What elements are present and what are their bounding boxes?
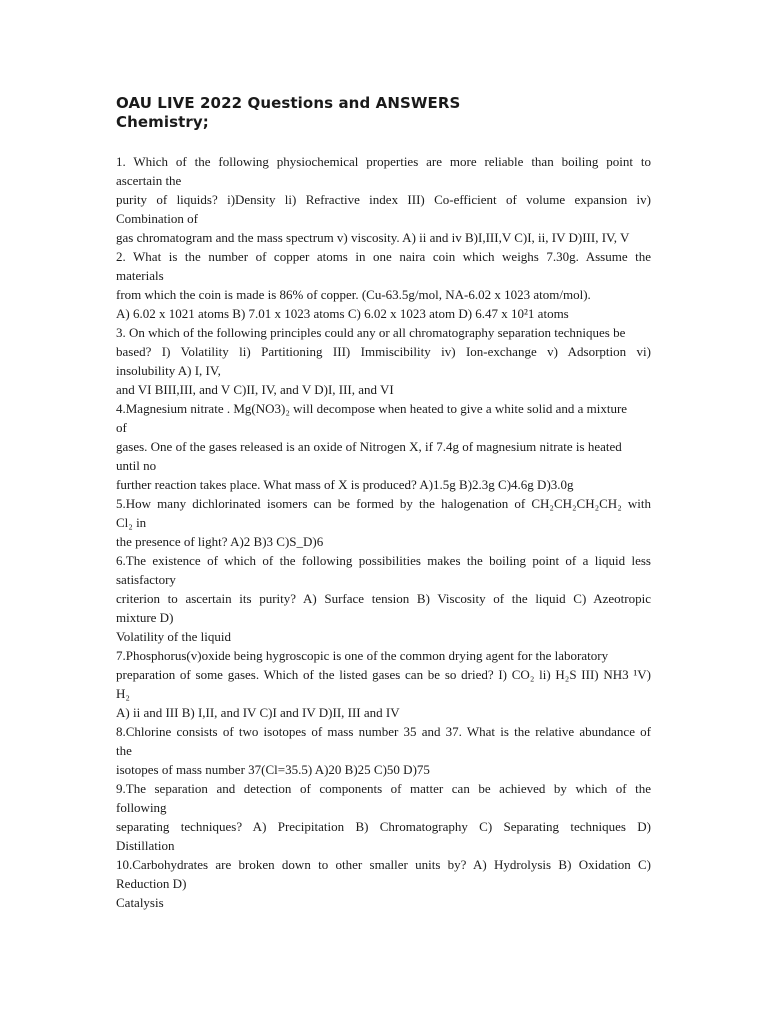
document-body <box>116 152 651 912</box>
document-subtitle: Chemistry; <box>116 113 209 131</box>
text-line: satisfactory <box>116 572 176 587</box>
text-line: the presence of light? A)2 B)3 C)S_D)6 <box>116 534 324 549</box>
text-line: from which the coin is made is 86% of copper. (Cu-63.5g/mol, NA-6.02 x 1023 atom/mol). <box>116 287 591 302</box>
text-line: Volatility of the liquid <box>116 629 231 644</box>
text-line: A) ii and III B) I,II, and IV C)I and IV D)II, III and IV <box>116 705 400 720</box>
text-line: 5.How many dichlorinated isomers can be formed by the halogenation of CH₂CH₂CH₂CH₂ with <box>116 496 651 511</box>
text-line: Catalysis <box>116 895 164 910</box>
text-line: Reduction D) <box>116 876 187 891</box>
text-line: gases. One of the gases released is an oxide of Nitrogen X, if 7.4g of magnesium nitrate is heated <box>116 439 622 454</box>
text-line: following <box>116 800 167 815</box>
text-line: H₂ <box>116 686 130 701</box>
text-line: 10.Carbohydrates are broken down to other smaller units by? A) Hydrolysis B) Oxidation C) <box>116 857 651 872</box>
text-line: mixture D) <box>116 610 174 625</box>
text-line: Combination of <box>116 211 198 226</box>
text-line: of <box>116 420 127 435</box>
text-line: insolubility A) I, IV, <box>116 363 221 378</box>
title-spacer <box>116 132 651 152</box>
text-line: 2. What is the number of copper atoms in one naira coin which weighs 7.30g. Assume the <box>116 249 651 264</box>
text-line: 9.The separation and detection of components of matter can be achieved by which of the <box>116 781 651 796</box>
text-line: based? I) Volatility li) Partitioning III) Immiscibility iv) Ion-exchange v) Adsorption vi) <box>116 344 651 359</box>
text-line: Cl₂ in <box>116 515 147 530</box>
text-line: isotopes of mass number 37(Cl=35.5) A)20 B)25 C)50 D)75 <box>116 762 430 777</box>
text-line: separating techniques? A) Precipitation B) Chromatography C) Separating techniques D) <box>116 819 651 834</box>
text-line: 6.The existence of which of the following possibilities makes the boiling point of a liquid less <box>116 553 651 568</box>
text-line: 8.Chlorine consists of two isotopes of mass number 35 and 37. What is the relative abundance of <box>116 724 651 739</box>
text-line: A) 6.02 x 1021 atoms B) 7.01 x 1023 atoms C) 6.02 x 1023 atom D) 6.47 x 10²1 atoms <box>116 306 569 321</box>
text-line: and VI BIII,III, and V C)II, IV, and V D)I, III, and VI <box>116 382 394 397</box>
text-line: further reaction takes place. What mass of X is produced? A)1.5g B)2.3g C)4.6g D)3.0g <box>116 477 574 492</box>
text-line: 4.Magnesium nitrate . Mg(NO3)₂ will decompose when heated to give a white solid and a mixture <box>116 401 628 416</box>
text-line: until no <box>116 458 157 473</box>
text-line: Distillation <box>116 838 175 853</box>
text-line: gas chromatogram and the mass spectrum v) viscosity. A) ii and iv B)I,III,V C)I, ii, IV D)III, IV, V <box>116 230 630 245</box>
text-line: 1. Which of the following physiochemical properties are more reliable than boiling point to <box>116 154 651 169</box>
document-title: OAU LIVE 2022 Questions and ANSWERS <box>116 94 461 112</box>
text-line: 3. On which of the following principles could any or all chromatography separation techniques be <box>116 325 626 340</box>
text-line: 7.Phosphorus(v)oxide being hygroscopic is one of the common drying agent for the laboratory <box>116 648 609 663</box>
text-line: the <box>116 743 132 758</box>
text-line: preparation of some gases. Which of the listed gases can be so dried? I) CO₂ li) H₂S III) NH3 ¹V) <box>116 667 651 682</box>
text-line: materials <box>116 268 164 283</box>
document-page <box>116 94 651 912</box>
text-line: purity of liquids? i)Density li) Refractive index III) Co-efficient of volume expansion iv) <box>116 192 651 207</box>
text-line: ascertain the <box>116 173 182 188</box>
text-line: criterion to ascertain its purity? A) Surface tension B) Viscosity of the liquid C) Azeotropic <box>116 591 651 606</box>
